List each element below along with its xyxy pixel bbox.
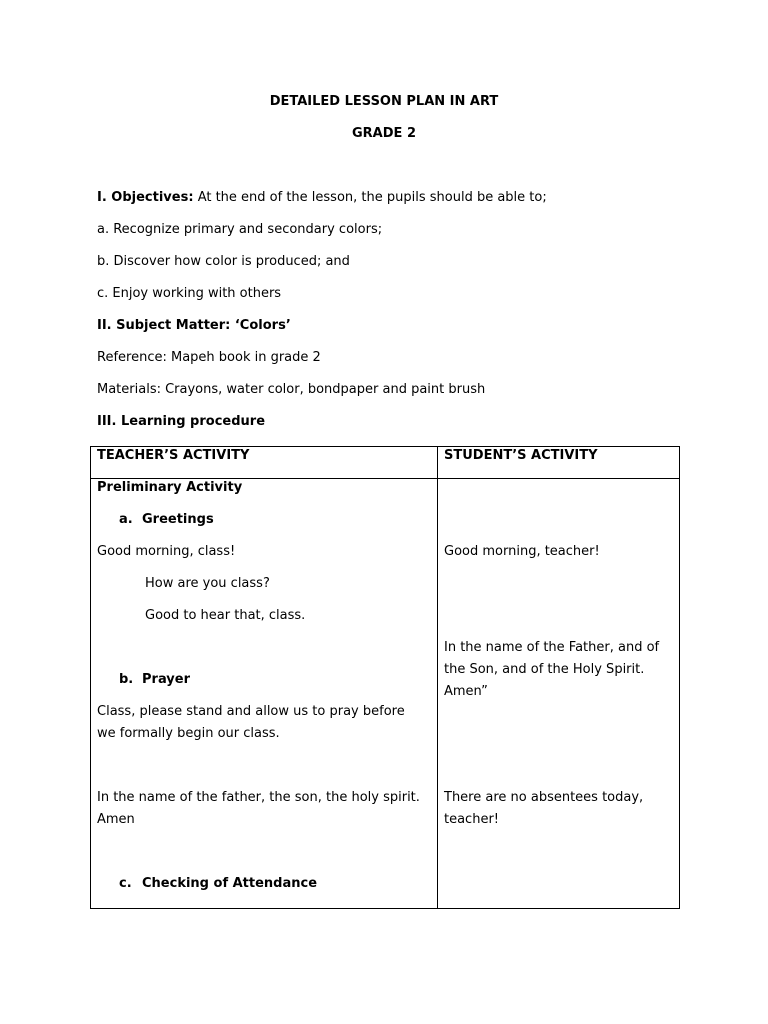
objective-item: c. Enjoy working with others [97, 286, 282, 301]
prayer-label: Prayer [142, 672, 191, 687]
prayer-instruction: Class, please stand and allow us to pray before we formally begin our class. [97, 704, 405, 741]
objective-item: a. Recognize primary and secondary colors; [97, 222, 383, 237]
student-attendance-response: There are no absentees today, teacher! [444, 790, 644, 827]
teacher-good-morning: Good morning, class! [97, 544, 236, 559]
greetings-marker: a. [119, 512, 133, 527]
student-prayer-response: In the name of the Father, and of the Son, and of the Holy Spirit. Amen” [444, 640, 660, 699]
teacher-good-to-hear: Good to hear that, class. [145, 608, 306, 623]
objectives-heading: I. Objectives: [97, 190, 194, 205]
learning-procedure-table [90, 446, 680, 909]
subject-matter-heading: II. Subject Matter: ‘Colors’ [97, 318, 291, 333]
document-title: DETAILED LESSON PLAN IN ART [269, 94, 499, 109]
attendance-label: Checking of Attendance [142, 876, 318, 891]
reference-text: Reference: Mapeh book in grade 2 [97, 350, 321, 365]
procedure-heading: III. Learning procedure [97, 414, 266, 429]
preliminary-activity-label: Preliminary Activity [97, 480, 243, 495]
table-header-row [91, 447, 680, 479]
greetings-label: Greetings [142, 512, 214, 527]
table-header-cell [91, 447, 438, 479]
student-good-morning: Good morning, teacher! [444, 544, 600, 559]
objectives-line [97, 190, 547, 205]
student-activity-cell [438, 479, 680, 909]
grade-label: GRADE 2 [352, 126, 416, 141]
prayer-marker: b. [119, 672, 134, 687]
student-activity-header: STUDENT’S ACTIVITY [444, 448, 598, 463]
teacher-activity-cell [91, 479, 438, 909]
table-header-cell [438, 447, 680, 479]
objectives-intro: At the end of the lesson, the pupils should be able to; [197, 190, 547, 205]
prayer-text: In the name of the father, the son, the holy spirit. Amen [97, 790, 420, 827]
objective-item: b. Discover how color is produced; and [97, 254, 350, 269]
teacher-how-are-you: How are you class? [145, 576, 270, 591]
table-row [91, 479, 680, 909]
attendance-marker: c. [119, 876, 132, 891]
teacher-activity-header: TEACHER’S ACTIVITY [97, 448, 250, 463]
materials-text: Materials: Crayons, water color, bondpaper and paint brush [97, 382, 486, 397]
